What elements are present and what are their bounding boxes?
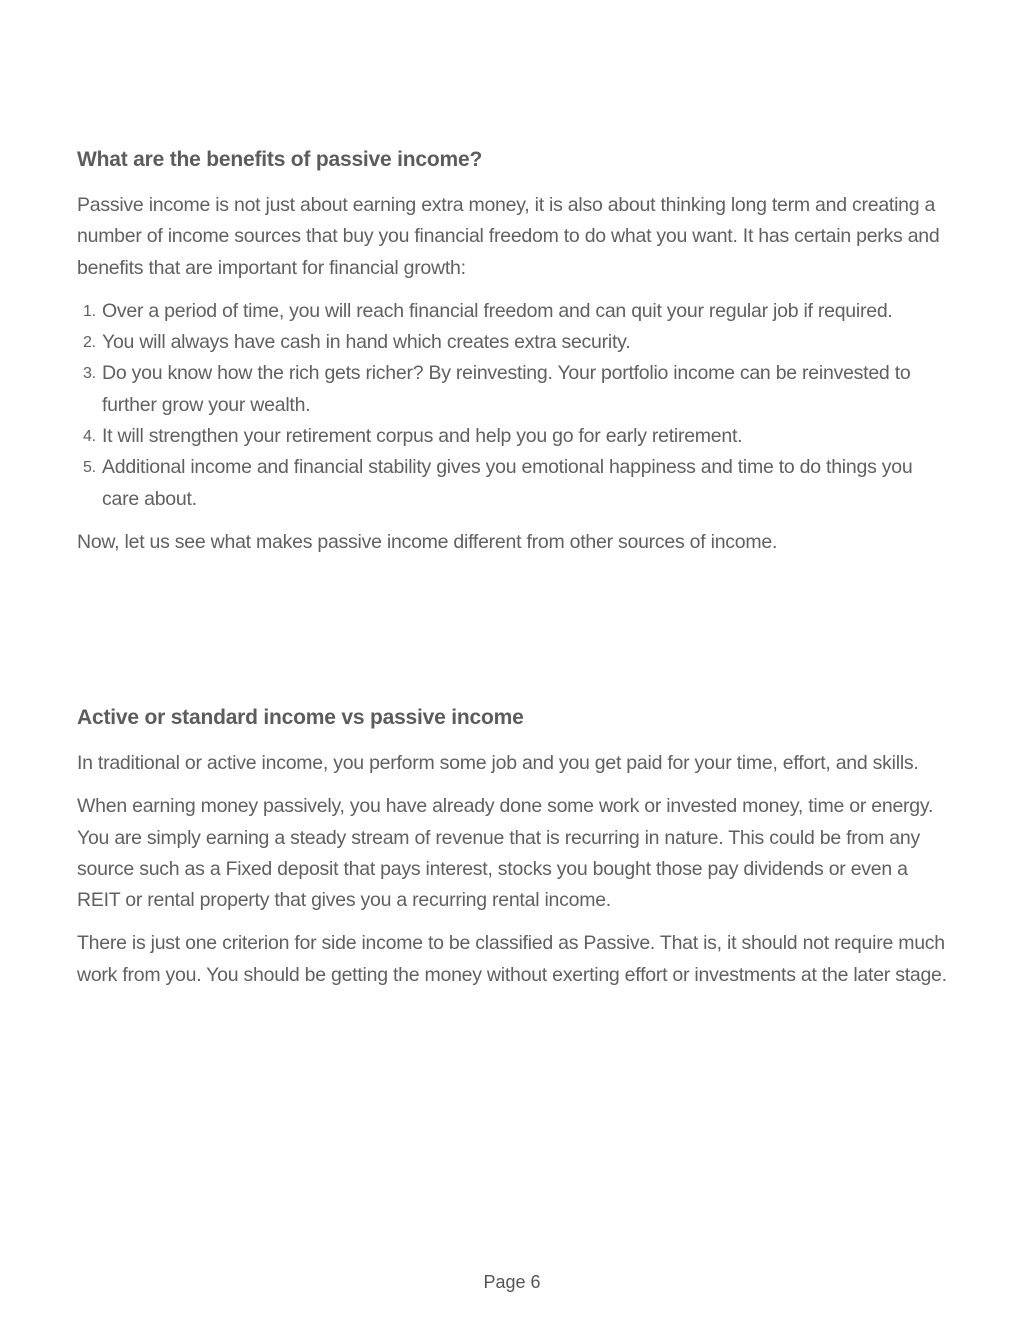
intro-paragraph: Passive income is not just about earning extra money, it is also about thinking long term and creating a number of income sources that buy you financial freedom to do what you want. It has certain perks and benefits that are important for financial growth: xyxy=(77,194,940,279)
list-number: 2. xyxy=(83,334,96,352)
outro-paragraph: Now, let us see what makes passive income different from other sources of income. xyxy=(77,530,778,553)
body-paragraph: In traditional or active income, you perform some job and you get paid for your time, effort, and skills. xyxy=(77,752,919,774)
list-item xyxy=(77,452,947,515)
section-heading: Active or standard income vs passive income xyxy=(77,706,524,729)
list-number: 4. xyxy=(83,428,96,446)
list-item xyxy=(77,421,947,452)
list-number: 5. xyxy=(83,459,96,477)
list-item-text: Additional income and financial stability gives you emotional happiness and time to do things you care about. xyxy=(102,456,913,510)
body-paragraph: When earning money passively, you have already done some work or invested money, time or energy. You are simply earning a steady stream of revenue that is recurring in nature. This could be from any source such as a Fixed deposit that pays interest, stocks you bought those pay dividends or even a REIT or rental property that gives you a recurring rental income. xyxy=(77,795,934,912)
list-number: 3. xyxy=(83,365,96,383)
list-item-text: It will strengthen your retirement corpus and help you go for early retirement. xyxy=(102,425,743,448)
page-number: Page 6 xyxy=(483,1272,541,1292)
list-item xyxy=(77,296,947,327)
list-item-text: Over a period of time, you will reach financial freedom and can quit your regular job if required. xyxy=(102,299,893,322)
list-item-text: You will always have cash in hand which creates extra security. xyxy=(102,331,631,354)
body-paragraph: There is just one criterion for side income to be classified as Passive. That is, it should not require much work from you. You should be getting the money without exerting effort or investments at the later stage. xyxy=(77,932,947,986)
section-active-vs-passive xyxy=(77,702,947,1003)
section-heading: What are the benefits of passive income? xyxy=(77,148,483,171)
list-item xyxy=(77,327,947,358)
list-item-text: Do you know how the rich gets richer? By reinvesting. Your portfolio income can be reinvested to further grow your wealth. xyxy=(102,362,911,416)
list-item xyxy=(77,358,947,421)
list-number: 1. xyxy=(83,302,96,320)
benefits-list xyxy=(77,296,947,515)
section-benefits xyxy=(77,144,947,570)
